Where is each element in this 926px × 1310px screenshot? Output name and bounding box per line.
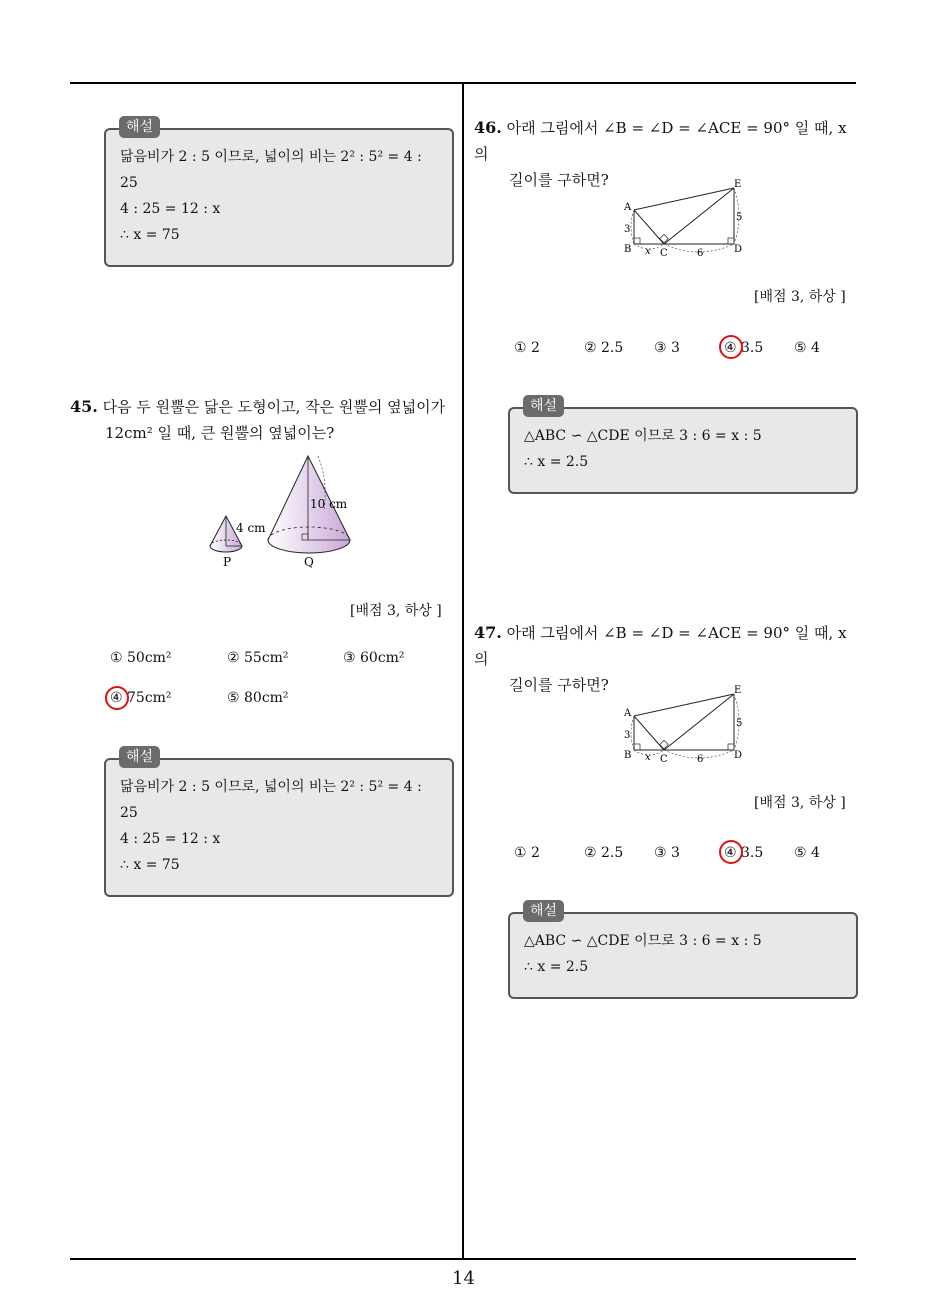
choice-47-5[interactable]: ⑤ 4 (794, 845, 820, 861)
solution-line: ∴ x = 2.5 (524, 959, 589, 975)
column-divider (462, 83, 464, 1259)
solution-line: 4 : 25 = 12 : x (120, 831, 221, 847)
question-text: 다음 두 원뿔은 닮은 도형이고, 작은 원뿔의 옆넓이가 (102, 398, 446, 416)
question-text-cont: 12cm² 일 때, 큰 원뿔의 옆넓이는? (105, 424, 335, 442)
pt-E: E (734, 685, 742, 696)
solution-line: 4 : 25 = 12 : x (120, 201, 221, 217)
solution-tag: 해설 (119, 746, 160, 768)
choice-46-2[interactable]: ② 2.5 (584, 340, 624, 356)
choice-47-4[interactable]: ④ 3.5 (724, 845, 764, 861)
choice-45-1[interactable]: ① 50cm² (110, 650, 172, 666)
solution-box-47 (508, 912, 858, 999)
choice-46-5[interactable]: ⑤ 4 (794, 340, 820, 356)
answer-mark (105, 686, 129, 710)
len-cd: 6 (697, 754, 704, 765)
question-number: 46. (474, 118, 502, 137)
solution-line: 닮음비가 2 : 5 이므로, 넓이의 비는 2² : 5² = 4 : (120, 779, 422, 795)
len-cd: 6 (697, 248, 704, 259)
len-bc: x (645, 752, 651, 763)
answer-mark (719, 840, 743, 864)
pt-D: D (734, 750, 743, 761)
question-text-cont: 길이를 구하면? (509, 171, 609, 189)
answer-mark (719, 335, 743, 359)
solution-box-44 (104, 128, 454, 267)
len-ed: 5 (736, 718, 743, 729)
question-number: 45. (70, 397, 98, 416)
len-ab: 3 (624, 224, 631, 235)
solution-tag: 해설 (523, 395, 564, 417)
choice-47-1[interactable]: ① 2 (514, 845, 540, 861)
pt-D: D (734, 244, 743, 255)
question-text: 아래 그림에서 ∠B = ∠D = ∠ACE = 90° 일 때, x 의 (474, 119, 847, 163)
pt-E: E (734, 179, 742, 190)
solution-line: ∴ x = 2.5 (524, 454, 589, 470)
solution-line: ∴ x = 75 (120, 857, 180, 873)
pt-A: A (624, 202, 632, 213)
choice-46-3[interactable]: ③ 3 (654, 340, 680, 356)
choice-47-3[interactable]: ③ 3 (654, 845, 680, 861)
choice-47-2[interactable]: ② 2.5 (584, 845, 624, 861)
solution-line: 25 (120, 805, 138, 821)
len-ed: 5 (736, 212, 743, 223)
choice-46-4[interactable]: ④ 3.5 (724, 340, 764, 356)
solution-line: △ABC ∽ △CDE 이므로 3 : 6 = x : 5 (524, 428, 762, 444)
score-46: [배점 3, 하상 ] (754, 289, 846, 305)
score-45: [배점 3, 하상 ] (350, 603, 442, 619)
pt-C: C (660, 248, 668, 259)
question-45 (70, 394, 460, 446)
triangle-figure-46 (620, 176, 750, 260)
solution-box-45 (104, 758, 454, 897)
len-ab: 3 (624, 730, 631, 741)
solution-tag: 해설 (119, 116, 160, 138)
solution-line: ∴ x = 75 (120, 227, 180, 243)
pt-A: A (624, 708, 632, 719)
question-text-cont: 길이를 구하면? (509, 676, 609, 694)
small-cone-label: P (223, 555, 232, 569)
solution-line: 25 (120, 175, 138, 191)
bottom-rule (70, 1258, 856, 1260)
solution-tag: 해설 (523, 900, 564, 922)
len-bc: x (645, 246, 651, 257)
large-cone-label: Q (304, 555, 314, 569)
choice-45-5[interactable]: ⑤ 80cm² (227, 690, 289, 706)
page-number: 14 (452, 1268, 475, 1289)
solution-box-46 (508, 407, 858, 494)
large-cone-dim: 10 cm (310, 497, 348, 511)
choice-46-1[interactable]: ① 2 (514, 340, 540, 356)
small-cone-dim: 4 cm (236, 521, 266, 535)
cones-figure (200, 450, 360, 575)
choice-45-3[interactable]: ③ 60cm² (343, 650, 405, 666)
choice-45-2[interactable]: ② 55cm² (227, 650, 289, 666)
pt-B: B (624, 244, 632, 255)
solution-line: 닮음비가 2 : 5 이므로, 넓이의 비는 2² : 5² = 4 : (120, 149, 422, 165)
pt-B: B (624, 750, 632, 761)
question-text: 아래 그림에서 ∠B = ∠D = ∠ACE = 90° 일 때, x 의 (474, 624, 847, 668)
question-number: 47. (474, 623, 502, 642)
score-47: [배점 3, 하상 ] (754, 795, 846, 811)
solution-line: △ABC ∽ △CDE 이므로 3 : 6 = x : 5 (524, 933, 762, 949)
triangle-figure-47 (620, 682, 750, 766)
choice-45-4[interactable]: ④ 75cm² (110, 690, 172, 706)
pt-C: C (660, 754, 668, 765)
